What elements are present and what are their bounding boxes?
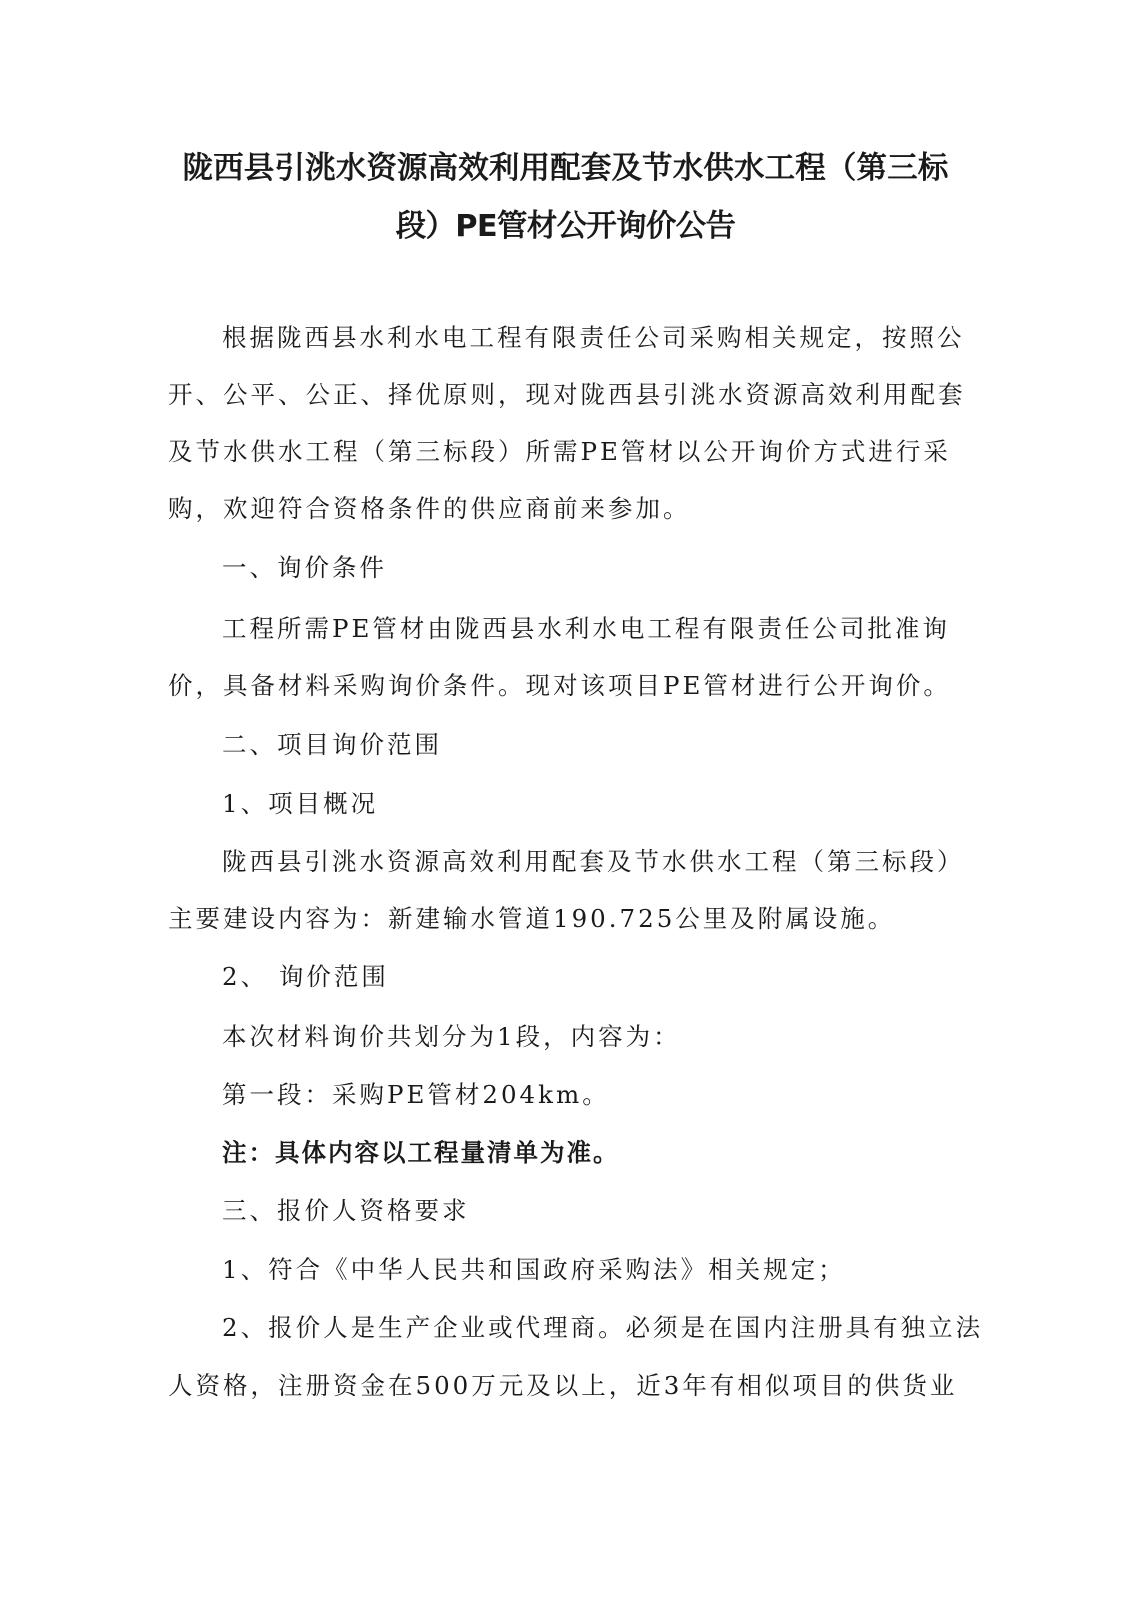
- intro-line-2: 开、公平、公正、择优原则，现对陇西县引洮水资源高效利用配套: [168, 380, 966, 409]
- subsection2-text-line-1: 本次材料询价共划分为1段，内容为：: [222, 1022, 681, 1051]
- document-title-line-1: 陇西县引洮水资源高效利用配套及节水供水工程（第三标: [182, 151, 949, 186]
- subsection1-text-line-1: 陇西县引洮水资源高效利用配套及节水供水工程（第三标段）: [222, 847, 965, 876]
- document-title-line-2: 段）PE管材公开询价公告: [395, 209, 736, 244]
- intro-line-1: 根据陇西县水利水电工程有限责任公司采购相关规定，按照公: [222, 323, 965, 352]
- section2-heading: 二、项目询价范围: [222, 730, 442, 759]
- note-text: 注：具体内容以工程量清单为准。: [222, 1138, 620, 1167]
- section1-text-line-1: 工程所需PE管材由陇西县水利水电工程有限责任公司批准询: [222, 614, 950, 643]
- intro-line-4: 购，欢迎符合资格条件的供应商前来参加。: [168, 494, 691, 523]
- subsection2-heading: 2、 询价范围: [222, 962, 389, 991]
- subsection1-text-line-2: 主要建设内容为：新建输水管道190.725公里及附属设施。: [168, 904, 896, 933]
- requirement-1: 1、符合《中华人民共和国政府采购法》相关规定；: [222, 1255, 846, 1284]
- subsection2-text-line-2: 第一段：采购PE管材204km。: [222, 1080, 610, 1109]
- section1-heading: 一、询价条件: [222, 553, 387, 582]
- section1-text-line-2: 价，具备材料采购询价条件。现对该项目PE管材进行公开询价。: [168, 671, 951, 700]
- subsection1-heading: 1、项目概况: [222, 789, 379, 818]
- intro-line-3: 及节水供水工程（第三标段）所需PE管材以公开询价方式进行采: [168, 437, 951, 466]
- requirement-2-line-1: 2、报价人是生产企业或代理商。必须是在国内注册具有独立法: [222, 1313, 984, 1342]
- requirement-2-line-2: 人资格，注册资金在500万元及以上，近3年有相似项目的供货业: [168, 1371, 958, 1400]
- section3-heading: 三、报价人资格要求: [222, 1196, 470, 1225]
